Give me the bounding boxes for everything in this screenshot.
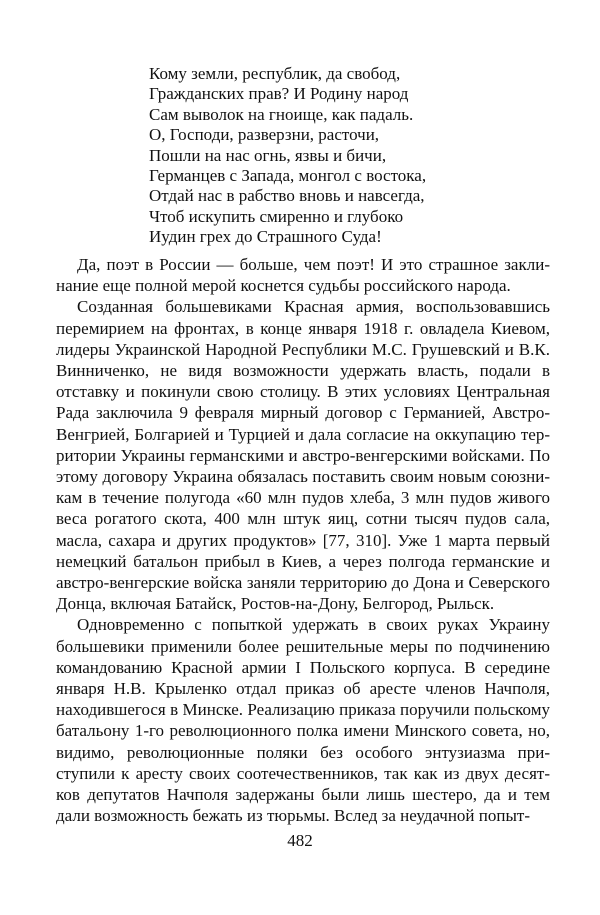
poem-line: Гражданских прав? И Родину народ <box>149 84 409 104</box>
poem-line: О, Господи, разверзни, расточи, <box>149 125 380 145</box>
poem-line: Пошли на нас огнь, язвы и бичи, <box>149 145 387 165</box>
paragraph: Созданная большевиками Красная армия, воспользовавшись перемирием на фронтах, в конце января 1918 г. овладела Киевом, лидеры Украинской Народной Республики М.С. Грушевский и В.К. Винниченко, не видя возможности удержать власть, подали в отставку и покинули свою столицу. В этих условиях Центральная Рада заключила 9 февраля мирный договор с Германией, Австро-Венгрией, Болгарией и Турцией и дала согласие на оккупацию территории Украины германскими и австро-венгерскими войсками. По этому договору Украина обязалась поставить своим новым союзникам в течение полугода «60 млн пудов хлеба, 3 млн пудов живого веса рогатого скота, 400 млн штук яиц, сотни тысяч пудов сала, масла, сахара и других продуктов» [77, 310]. Уже 1 марта первый немецкий батальон прибыл в Киев, а через полгода германские и австро-венгерские войска заняли территорию до Дона и Северского Донца, включая Батайск, Ростов-на-Дону, Белгород, Рыльск. <box>56 297 550 614</box>
page-number: 482 <box>287 831 313 850</box>
paragraph: Да, поэт в России — больше, чем поэт! И это страшное заклинание еще полной мерой коснется судьбы российского народа. <box>56 255 550 296</box>
poem-line: Отдай нас в рабство вновь и навсегда, <box>149 186 425 206</box>
poem-line: Чтоб искупить смиренно и глубоко <box>149 206 404 226</box>
poem-line: Кому земли, республик, да свобод, <box>149 64 401 83</box>
poem-stanza <box>149 64 426 248</box>
paragraph: Одновременно с попыткой удержать в своих руках Украину большевики применили более решительные меры по подчинению командованию Красной армии I Польского корпуса. В середине января Н.В. Крыленко отдал приказ об аресте членов Начполя, находившегося в Минске. Реализацию приказа поручили польскому батальону 1-го революционного полка имени Минского совета, но, видимо, революционные поляки без особого энтузиазма приступили к аресту своих соотечественников, так как из двух десятков депутатов Начполя задержаны были лишь шестеро, да и тем дали возможность бежать из тюрьмы. Вслед за неудачной попыт- <box>56 615 550 826</box>
poem-line: Сам выволок на гноище, как падаль. <box>149 104 414 124</box>
poem-line: Иудин грех до Страшного Суда! <box>149 227 382 247</box>
body-text <box>56 254 550 826</box>
poem-line: Германцев с Запада, монгол с востока, <box>149 166 427 186</box>
